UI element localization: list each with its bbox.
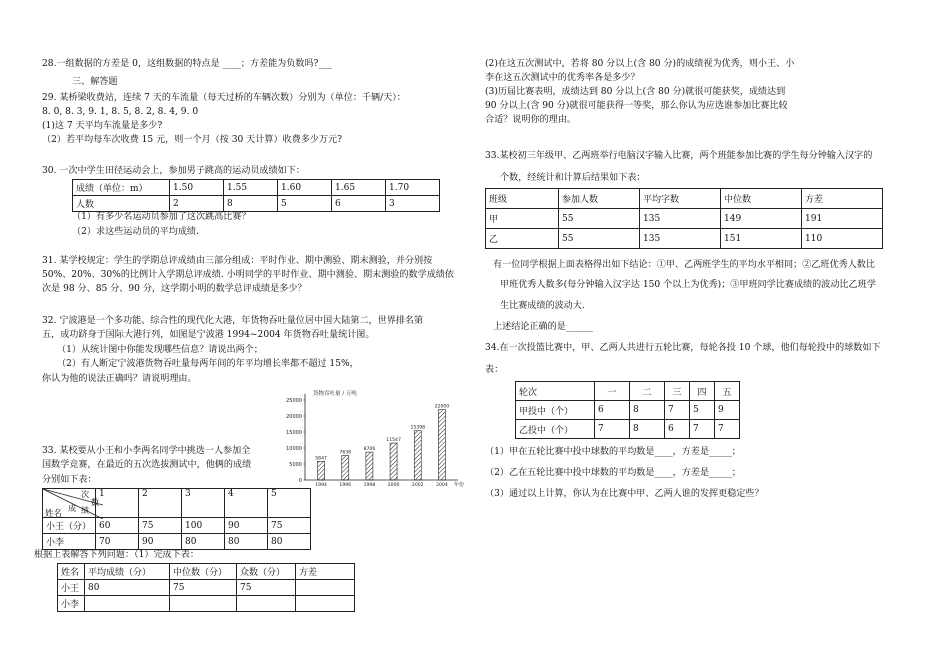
table-cell: 3	[386, 196, 440, 212]
table-row	[73, 180, 440, 196]
table-cell: 6	[332, 196, 386, 212]
q34-sub1: （1）甲在五轮比赛中投中球数的平均数是____，方差是_____；	[485, 447, 741, 457]
table-cell: 二	[630, 382, 665, 401]
table-cell: 7	[595, 420, 630, 439]
table-cell: 中位数	[721, 189, 802, 209]
table-cell: 55	[559, 229, 640, 249]
table-cell: 参加人数	[559, 189, 640, 209]
table-cell: 75	[268, 518, 311, 534]
x-tick-label: 2004	[436, 483, 448, 488]
table-cell: 5	[268, 489, 311, 518]
table-row	[58, 564, 355, 580]
q31-line2: 50%、20%、30%的比例计入学期总评成绩. 小明同学的平时作业、期中测验、期末测验的数学成绩依	[42, 270, 454, 280]
q32-line3: （1）从统计图中你能发现哪些信息？请说出两个；	[57, 345, 263, 355]
q32-line5: 你认为他的说法正确吗？请说明理由。	[42, 374, 197, 384]
table-cell: 151	[721, 229, 802, 249]
section-heading: 三、解答题	[72, 77, 118, 87]
table-cell: 5	[278, 196, 332, 212]
q30-table	[72, 179, 440, 212]
bar-value-label: 8706	[363, 447, 376, 453]
q29-line3: (1)这 7 天平均车流量是多少?	[42, 121, 163, 131]
table-cell: 三	[665, 382, 690, 401]
table-cell: 甲	[486, 209, 559, 229]
table-cell: 75	[237, 580, 296, 596]
table-cell: 1.65	[332, 180, 386, 196]
table-cell: 1.70	[386, 180, 440, 196]
table-cell: 众数（分）	[237, 564, 296, 580]
bar-value-label: 7638	[339, 450, 352, 456]
header-label: 成	[68, 504, 76, 513]
x-axis-label: 年份	[454, 482, 465, 488]
table-cell: 75	[170, 580, 237, 596]
q29-line1: 29. 某桥梁收费站，连续 7 天的车流量（每天过桥的车辆次数）分别为（单位：千辆/天）：	[42, 93, 406, 103]
q32-line1: 32. 宁波港是一个多功能、综合性的现代化大港，年货物吞吐量位居中国大陆第二，世界排名第	[42, 316, 424, 326]
table-cell: 80	[85, 580, 170, 596]
table-cell: 1.50	[170, 180, 224, 196]
table-cell: 100	[182, 518, 225, 534]
y-tick-label: 20000	[286, 414, 302, 420]
table-cell: 7	[665, 401, 690, 420]
table-row	[486, 229, 883, 249]
table-cell: 8	[630, 401, 665, 420]
q33c-table	[485, 188, 883, 249]
q33c-line4: 甲班优秀人数多(每分钟输入汉字达 150 个以上为优秀)；③甲班同学比赛成绩的波动比乙班学	[500, 280, 876, 290]
q30-line1: 30. 一次中学生田径运动会上，参加男子跳高的运动员成绩如下：	[42, 166, 305, 176]
table-cell: 1	[96, 489, 139, 518]
table-cell: 80	[268, 534, 311, 550]
table-cell: 6	[595, 401, 630, 420]
q33-line3: 分别如下表：	[42, 475, 97, 485]
table-cell	[85, 596, 170, 612]
table-cell: 1.60	[278, 180, 332, 196]
table-cell: 149	[721, 209, 802, 229]
table-cell: 小王	[58, 580, 85, 596]
table-row	[43, 534, 311, 550]
q31-line1: 31. 某学校规定：学生的学期总评成绩由三部分组成：平时作业、期中测验、期末测验，并分别按	[42, 256, 433, 266]
table-cell: 班级	[486, 189, 559, 209]
q34-line2: 表：	[485, 365, 504, 375]
table-row	[43, 518, 311, 534]
x-tick-label: 1996	[339, 483, 352, 488]
q33c-line3: 有一位同学根据上面表格得出如下结论：①甲、乙两班学生的平均水平相同；②乙班优秀人数比	[493, 260, 875, 270]
table-cell: 9	[715, 401, 740, 420]
table-cell: 8	[630, 420, 665, 439]
q33-score-table	[42, 488, 311, 550]
table-row	[486, 209, 883, 229]
table-cell: 方差	[802, 189, 883, 209]
table-cell: 平均成绩（分）	[85, 564, 170, 580]
y-tick-label: 10000	[286, 446, 302, 452]
q33-line4: 根据上表解答下列问题：（1）完成下表：	[34, 550, 199, 560]
table-row	[516, 401, 740, 420]
bar	[390, 443, 397, 480]
table-cell: 小李	[58, 596, 85, 612]
table-cell: 110	[802, 229, 883, 249]
table-cell: 平均字数	[640, 189, 721, 209]
table-cell: 5	[690, 401, 715, 420]
table-cell	[170, 596, 237, 612]
table-row	[58, 596, 355, 612]
table-row	[43, 489, 311, 518]
x-tick-label: 1998	[363, 483, 376, 488]
x-tick-label: 2000	[387, 483, 400, 488]
table-cell: 60	[96, 518, 139, 534]
table-cell: 乙	[486, 229, 559, 249]
x-tick-label: 2002	[411, 483, 424, 488]
table-cell: 135	[640, 229, 721, 249]
table-cell: 80	[225, 534, 268, 550]
table-cell: 2	[170, 196, 224, 212]
table-cell: 7	[715, 420, 740, 439]
table-cell: 191	[802, 209, 883, 229]
table-row	[58, 580, 355, 596]
table-cell: 五	[715, 382, 740, 401]
table-cell: 80	[182, 534, 225, 550]
q34-table	[515, 381, 740, 439]
table-cell: 四	[690, 382, 715, 401]
bar	[414, 431, 421, 480]
y-tick-label: 25000	[286, 398, 302, 404]
q33b-line3: (3)历届比赛表明，成绩达到 80 分以上(含 80 分)就很可能获奖，成绩达到	[485, 87, 786, 97]
y-tick-label: 0	[298, 478, 302, 484]
bar	[318, 461, 325, 480]
table-cell: 70	[96, 534, 139, 550]
q30-sub1: （1）有多少名运动员参加了这次跳高比赛？	[72, 212, 251, 222]
table-cell: 6	[665, 420, 690, 439]
q33c-line6: 上述结论正确的是______	[493, 322, 594, 332]
q33c-line2: 个数，经统计和计算后结果如下表：	[500, 173, 646, 183]
q33c-line1: 33.某校初三年级甲、乙两班举行电脑汉字输入比赛，两个班能参加比赛的学生每分钟输入汉字的	[485, 151, 873, 161]
table-cell	[296, 580, 355, 596]
q33c-line5: 生比赛成绩的波动大.	[500, 301, 585, 311]
table-cell: 8	[224, 196, 278, 212]
bar-value-label: 11547	[386, 438, 401, 444]
table-cell: 甲投中（个）	[516, 401, 595, 420]
table-cell: 姓名	[58, 564, 85, 580]
q33b-line5: 合适？说明你的理由。	[485, 115, 576, 125]
table-row	[516, 382, 740, 401]
q32-line2: 五，成功跻身于国际大港行列，如图是宁波港 1994~2004 年货物吞吐量统计图。	[42, 330, 375, 340]
q33b-line2: 李在这五次测试中的优秀率各是多少？	[485, 73, 640, 83]
table-cell: 乙投中（个）	[516, 420, 595, 439]
bar	[438, 410, 445, 480]
bar-value-label: 5847	[315, 456, 327, 462]
header-score-label: （分）	[64, 522, 92, 532]
table-cell: 一	[595, 382, 630, 401]
table-cell: 75	[139, 518, 182, 534]
q30-sub2: （2）求这些运动员的平均成绩.	[72, 227, 199, 237]
q33-line1: 33. 某校要从小王和小李两名同学中挑选一人参加全	[42, 446, 251, 456]
table-cell: 90	[139, 534, 182, 550]
table-cell: 小李	[43, 534, 96, 550]
bar-value-label: 22000	[434, 404, 450, 410]
chart-title: 货物吞吐量 / 万吨	[313, 391, 357, 397]
header-label: 次	[81, 490, 89, 499]
bar	[342, 456, 349, 480]
table-cell: 人数	[73, 196, 170, 212]
y-tick-label: 15000	[286, 430, 302, 436]
q33-line2: 国数学竞赛，在最近的五次选拔测试中，他俩的成绩	[42, 460, 252, 470]
table-row	[516, 420, 740, 439]
table-cell	[237, 596, 296, 612]
table-cell: 3	[182, 489, 225, 518]
table-cell	[43, 518, 96, 534]
table-row	[73, 196, 440, 212]
table-row	[486, 189, 883, 209]
header-label: 姓名	[45, 509, 63, 519]
q33b-line1: (2)在这五次测试中，若将 80 分以上(含 80 分)的成绩视为优秀，则小王、小	[485, 59, 795, 69]
table-cell: 55	[559, 209, 640, 229]
q29-line4: （2）若平均每车次收费 15 元，则一个月（按 30 天计算）收费多少万元?	[42, 135, 342, 145]
cargo-throughput-chart	[265, 388, 465, 490]
bar-value-label: 15398	[410, 425, 426, 431]
header-label: 绩	[81, 506, 89, 515]
table-cell: 135	[640, 209, 721, 229]
bar	[366, 452, 373, 480]
q28-text: 28.一组数据的方差是 0，这组数据的特点是 ____；方差能为负数吗?___	[42, 59, 333, 69]
q31-line3: 次是 98 分、85 分、90 分，这学期小明的数学总评成绩是多少？	[42, 284, 307, 294]
table-cell: 轮次	[516, 382, 595, 401]
y-tick-label: 5000	[289, 462, 302, 468]
table-cell: 成绩（单位：m）	[73, 180, 170, 196]
q33-summary-table	[57, 563, 355, 612]
q32-line4: （2）有人断定宁波港货物吞吐量每两年间的年平均增长率都不超过 15%，	[57, 359, 359, 369]
table-cell: 方差	[296, 564, 355, 580]
q34-sub2: （2）乙在五轮比赛中投中球数的平均数是____，方差是_____；	[485, 468, 741, 478]
q34-sub3: （3）通过以上计算，你认为在比赛中甲、乙两人谁的发挥更稳定些？	[485, 489, 764, 499]
table-cell: 90	[225, 518, 268, 534]
table-cell	[296, 596, 355, 612]
table-cell: 4	[225, 489, 268, 518]
header-label: 数	[91, 498, 99, 507]
table-cell: 2	[139, 489, 182, 518]
row-label: 小王	[46, 522, 65, 532]
table-cell: 中位数（分）	[170, 564, 237, 580]
table-cell: 7	[690, 420, 715, 439]
table-cell: 1.55	[224, 180, 278, 196]
x-tick-label: 1994	[315, 483, 327, 488]
q29-line2: 8. 0, 8. 3, 9. 1, 8. 5, 8. 2, 8. 4, 9. 0	[42, 107, 199, 117]
diagonal-header-cell	[43, 489, 99, 519]
q33b-line4: 90 分以上(含 90 分)就很可能获得一等奖，那么你认为应选谁参加比赛比较	[485, 101, 788, 111]
q34-line1: 34.在一次投篮比赛中，甲、乙两人共进行五轮比赛，每轮各投 10 个球，他们每轮投中的球数如下	[485, 343, 881, 353]
